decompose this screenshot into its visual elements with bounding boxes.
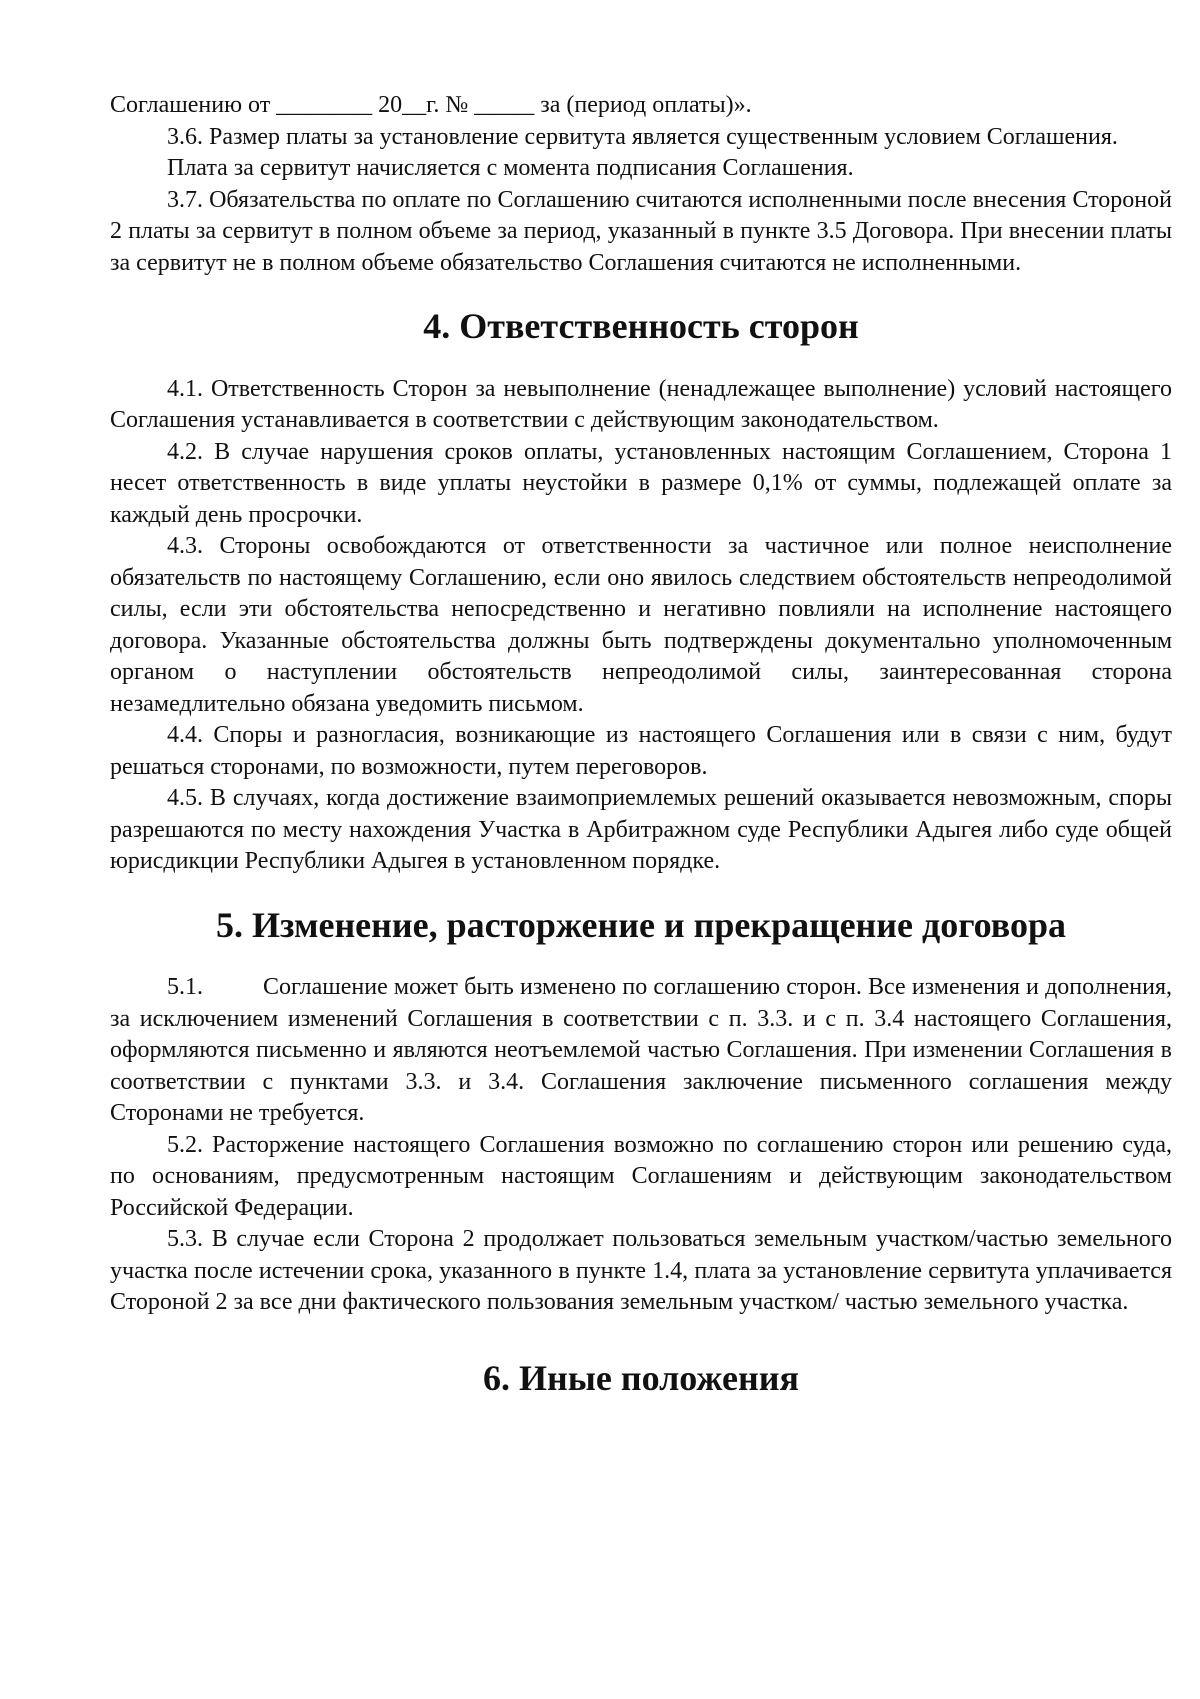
spacer	[110, 1319, 1172, 1363]
paragraph-4-4: 4.4. Споры и разногласия, возникающие из настоящего Соглашения или в связи с ним, будут решаться сторонами, по возможности, путем переговоров.	[110, 722, 1172, 780]
paragraph-3-6-fee-start: Плата за сервитут начисляется с момента подписания Соглашения.	[167, 155, 854, 181]
section-heading-5: 5. Изменение, расторжение и прекращение договора	[215, 904, 1066, 945]
paragraph-5-1-text: Соглашение может быть изменено по соглашению сторон. Все изменения и дополнения, за исключением изменений Соглашения в соответствии с п. 3.3. и с п. 3.4 настоящего Соглашения, оформляются письменно и являются неотъемлемой частью Соглашения. При изменении Соглашения в соответствии с пунктами 3.3. и 3.4. Соглашения заключение письменного соглашения между Сторонами не требуется.	[110, 974, 1172, 1126]
spacer	[110, 941, 1172, 972]
paragraph-5-1-number: 5.1.	[167, 974, 203, 1000]
paragraph-3-7: 3.7. Обязательства по оплате по Соглашению считаются исполненными после внесения Стороной 2 платы за сервитут в полном объеме за период, указанный в пункте 3.5 Договора. При внесении платы за сервитут не в полном объеме обязательство Соглашения считаются не исполненными.	[110, 186, 1172, 276]
paragraph-5-1	[110, 972, 1172, 1130]
paragraph-4-1: 4.1. Ответственность Сторон за невыполнение (ненадлежащее выполнение) условий настоящего Соглашения устанавливается в соответствии с действующим законодательством.	[110, 375, 1172, 433]
paragraph-3-5-end: Соглашению от ________ 20__г. № _____ за (период оплаты)».	[110, 92, 752, 118]
paragraph-5-2: 5.2. Расторжение настоящего Соглашения возможно по соглашению сторон или решению суда, по основаниям, предусмотренным настоящим Соглашениям и действующим законодательством Российской Федерации.	[110, 1131, 1172, 1221]
document-page	[110, 90, 1172, 1398]
paragraph-4-5: 4.5. В случаях, когда достижение взаимоприемлемых решений оказывается невозможным, споры разрешаются по месту нахождения Участка в Арбитражном суде Республики Адыгея либо суде общей юрисдикции Республики Адыгея в установленном порядке.	[110, 785, 1172, 874]
spacer	[110, 343, 1172, 374]
section-heading-6: 6. Иные положения	[483, 1357, 799, 1398]
paragraph-4-3: 4.3. Стороны освобождаются от ответственности за частичное или полное неисполнение обязательств по настоящему Соглашению, если оно явилось следствием обстоятельств непреодолимой силы, если эти обстоятельства непосредственно и негативно повлияли на исполнение настоящего договора. Указанные обстоятельства должны быть подтверждены документально уполномоченным органом о наступлении обстоятельств непреодолимой силы, заинтересованная сторона незамедлительно обязана уведомить письмом.	[110, 533, 1172, 717]
paragraph-4-2: 4.2. В случае нарушения сроков оплаты, установленных настоящим Соглашением, Сторона 1 несет ответственность в виде уплаты неустойки в размере 0,1% от суммы, подлежащей оплате за каждый день просрочки.	[110, 438, 1172, 528]
paragraph-5-3: 5.3. В случае если Сторона 2 продолжает пользоваться земельным участком/частью земельного участка после истечении срока, указанного в пункте 1.4, плата за установление сервитута уплачивается Стороной 2 за все дни фактического пользования земельным участком/ частью земельного участка.	[110, 1226, 1172, 1315]
paragraph-3-6: 3.6. Размер платы за установление сервитута является существенным условием Соглашения.	[167, 123, 1118, 150]
section-heading-4: 4. Ответственность сторон	[423, 306, 859, 346]
